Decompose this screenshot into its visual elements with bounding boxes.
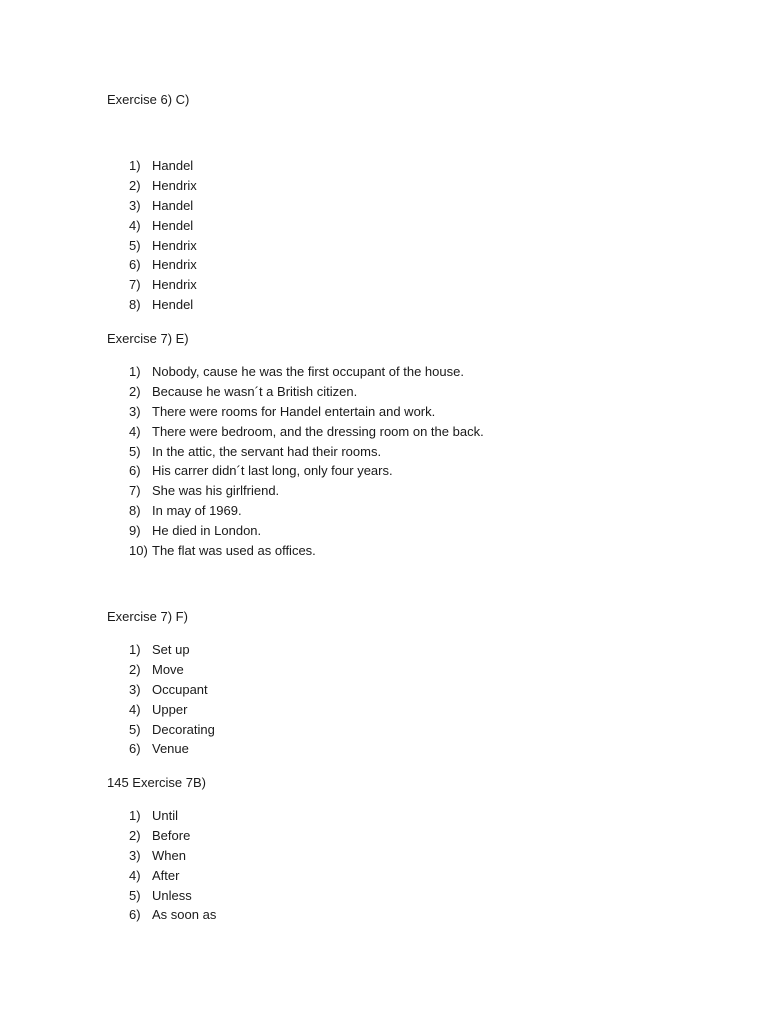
item-text: Upper [152,701,188,717]
item-number: 6) [129,741,141,757]
item-number: 2) [129,383,141,399]
item-number: 7) [129,277,141,293]
item-text: Handel [152,197,194,213]
item-number: 3) [129,197,141,213]
item-text: There were rooms for Handel entertain and work. [152,403,436,419]
item-text: Move [152,661,184,677]
item-number: 9) [129,523,141,539]
item-number: 4) [129,217,141,233]
item-text: Hendel [152,217,194,233]
item-text: He died in London. [152,523,262,539]
item-number: 5) [129,887,141,903]
item-number: 5) [129,443,141,459]
item-text: Nobody, cause he was the first occupant of the house. [152,364,464,379]
item-text: Handel [152,158,194,173]
item-number: 7) [129,483,141,499]
item-text: Unless [152,887,192,903]
item-text: Because he wasn´t a British citizen. [152,383,358,399]
item-text: When [152,847,186,863]
item-number: 6) [129,907,141,923]
item-text: Decorating [152,721,215,737]
item-number: 3) [129,403,141,419]
item-number: 2) [129,661,141,677]
item-number: 1) [129,642,141,657]
item-number: 4) [129,867,141,883]
item-text: Hendrix [152,237,197,253]
item-text: Venue [152,741,189,757]
item-number: 1) [129,364,141,379]
item-text: Until [152,808,179,823]
section-heading: 145 Exercise 7B) [107,775,206,790]
item-number: 1) [129,158,141,173]
item-number: 4) [129,423,141,439]
item-text: After [152,867,180,883]
item-text: In may of 1969. [152,503,242,519]
item-text: Occupant [152,681,208,697]
item-number: 4) [129,701,141,717]
section-heading: Exercise 6) C) [107,92,190,107]
item-text: She was his girlfriend. [152,483,280,499]
item-text: Hendel [152,297,194,313]
item-number: 5) [129,237,141,253]
item-text: The flat was used as offices. [152,543,316,559]
item-text: Before [152,827,191,843]
item-number: 8) [129,503,141,519]
item-text: His carrer didn´t last long, only four years. [152,463,393,479]
item-number: 6) [129,257,141,273]
item-text: Hendrix [152,257,197,273]
item-text: In the attic, the servant had their rooms. [152,443,382,459]
item-number: 2) [129,827,141,843]
item-number: 6) [129,463,141,479]
item-text: As soon as [152,907,217,923]
item-number: 3) [129,681,141,697]
section-heading: Exercise 7) E) [107,331,189,346]
item-text: There were bedroom, and the dressing room on the back. [152,423,484,439]
section-heading: Exercise 7) F) [107,609,188,624]
item-number: 2) [129,177,141,193]
item-number: 10) [129,543,148,559]
item-number: 5) [129,721,141,737]
item-number: 1) [129,808,141,823]
item-number: 8) [129,297,141,313]
item-text: Hendrix [152,277,197,293]
item-text: Hendrix [152,177,197,193]
item-text: Set up [152,642,190,657]
item-number: 3) [129,847,141,863]
